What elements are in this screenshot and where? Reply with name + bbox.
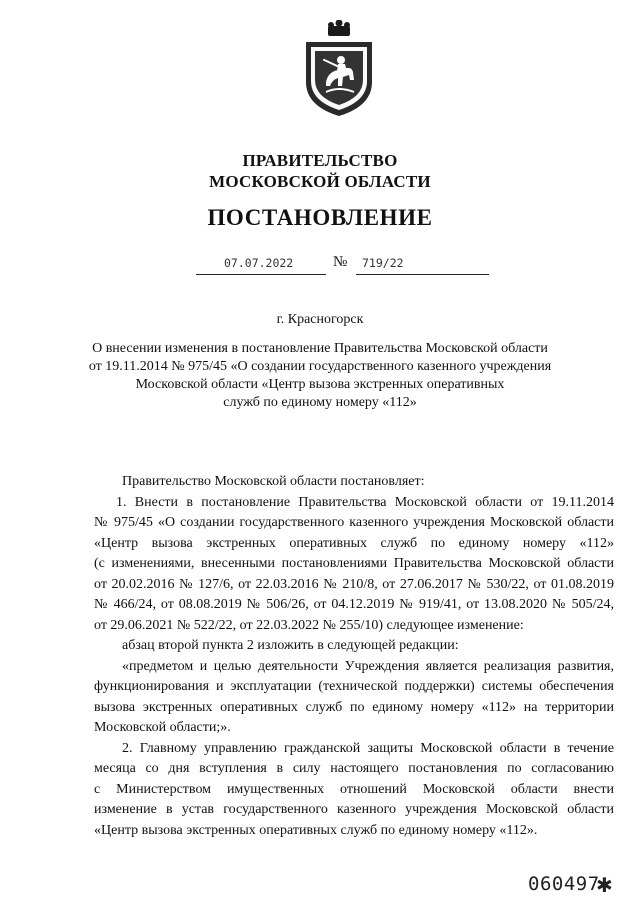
body-line: 1. Внести в постановление Правительства Московской области от 19.11.2014 [116,494,614,510]
paragraph-note: абзац второй пункта 2 изложить в следующей редакции: [122,638,459,653]
subject-line: О внесении изменения в постановление Правительства Московской области [92,341,548,356]
body-line: 2. Главному управлению гражданской защиты Московской области в течение [122,740,614,756]
quoted-text [94,657,614,739]
subject-line: Московской области «Центр вызова экстренных оперативных [135,377,505,392]
body-line: «Центр вызова экстренных оперативных служб по единому номеру «112». [94,822,538,838]
body-line: Московской области;». [94,720,231,735]
date-underline [196,274,326,275]
coat-of-arms-icon [298,20,380,118]
body-line: «предметом и целью деятельности Учреждения является реализация развития, [122,658,614,674]
body-line: месяца со дня вступления в силу настоящего постановления по согласованию [94,761,614,776]
body-line: «Центр вызова экстренных оперативных служб по единому номеру «112» [94,535,614,551]
body-line: с Министерством имущественных отношений Московской области внести [94,781,614,797]
serial-number: 060497 [528,873,600,895]
decree-body [94,472,614,841]
decree-date: 07.07.2022 [224,256,294,270]
document-type: ПОСТАНОВЛЕНИЕ [207,205,433,230]
item-1 [94,493,614,637]
number-underline [356,274,489,275]
city-label: г. Красногорск [276,312,364,327]
item-2 [94,739,614,842]
subject-line: от 19.11.2014 № 975/45 «О создании государственного казенного учреждения [88,359,552,374]
body-line: изменение в устав государственного казенного учреждения Московской области [94,802,614,817]
number-sign: № [333,254,348,270]
body-line: вызова экстренных оперативных служб по единому номеру «112» на территории [94,699,614,715]
asterisk-icon: ✱ [596,873,613,897]
intro-paragraph: Правительство Московской области постановляет: [122,474,425,489]
government-title [0,150,640,192]
decree-subject [0,340,640,412]
government-line-2: МОСКОВСКОЙ ОБЛАСТИ [209,172,431,191]
body-line: № 975/45 «О создании государственного казенного учреждения Московской области [94,515,614,530]
body-line: от 29.06.2021 № 522/22, от 22.03.2022 № 255/10) следующее изменение: [94,617,524,633]
body-line: функционирования и эксплуатации (технической поддержки) системы обеспечения [94,679,614,694]
decree-number: 719/22 [362,256,404,270]
body-line: (с изменениями, внесенными постановлениями Правительства Московской области [94,556,614,571]
government-line-1: ПРАВИТЕЛЬСТВО [242,151,398,170]
subject-line: служб по единому номеру «112» [223,395,417,410]
body-line: от 20.02.2016 № 127/6, от 22.03.2016 № 210/8, от 27.06.2017 № 530/22, от 01.08.2019 [94,576,614,592]
body-line: № 466/24, от 08.08.2019 № 506/26, от 04.12.2019 № 919/41, от 13.08.2020 № 505/24, [94,597,614,612]
